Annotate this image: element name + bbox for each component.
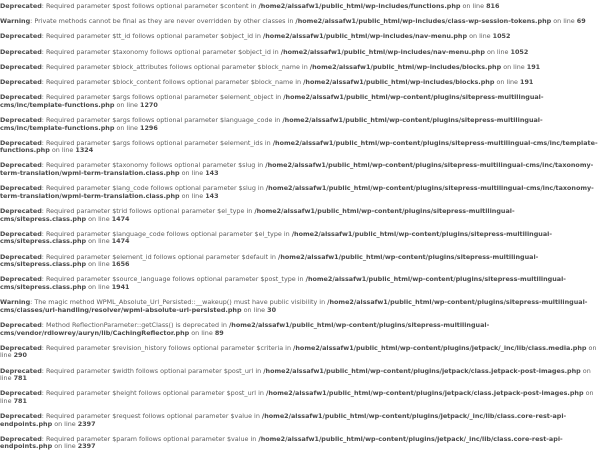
error-level: Warning (0, 17, 31, 26)
line-number: 2397 (77, 419, 96, 428)
file-path: /home2/alssafw1/public_html/wp-content/plugins/sitepress-multilingual-cms/sitepress.class.php (0, 207, 515, 223)
line-number: 1474 (111, 214, 130, 223)
on-line-label: on line (0, 343, 597, 360)
log-entry (0, 64, 600, 72)
log-entry (0, 18, 600, 26)
line-number: 781 (13, 374, 27, 383)
line-number: 1052 (492, 32, 511, 41)
error-level: Deprecated (0, 389, 42, 398)
error-message: : The magic method WPML_Absolute_Url_Persisted::__wakeup() must have public visibility in (30, 298, 328, 307)
line-number: 1324 (75, 146, 94, 155)
file-path: /home2/alssafw1/public_html/wp-content/plugins/jetpack/class.jetpack-post-images.php (263, 366, 581, 375)
error-level: Deprecated (0, 275, 42, 284)
error-message: : Required parameter $language_code follows optional parameter $el_type in (41, 229, 292, 238)
error-message: : Required parameter $taxonomy follows optional parameter $object_id in (41, 47, 281, 56)
file-path: /home2/alssafw1/public_html/wp-content/plugins/sitepress-multilingual-cms/inc/taxonomy-term-translation/wpml-term-translation.class.php (0, 184, 594, 200)
error-message: : Required parameter $width follows optional parameter $post_url in (41, 366, 264, 375)
on-line-label: on line (86, 214, 112, 223)
log-entry (0, 162, 600, 177)
on-line-label: on line (114, 123, 140, 132)
file-path: /home2/alssafw1/public_html/wp-includes/functions.php (258, 2, 461, 10)
error-level: Deprecated (0, 77, 42, 86)
error-message: : Required parameter $param follows optional parameter $value in (41, 434, 259, 443)
log-entry (0, 117, 600, 132)
line-number: 191 (526, 62, 541, 71)
on-line-label: on line (179, 191, 206, 200)
error-level: Deprecated (0, 207, 42, 216)
error-message: : Required parameter $tt_id follows optional parameter $object_id in (41, 32, 263, 41)
on-line-label: on line (179, 169, 206, 178)
log-entry (0, 208, 600, 223)
error-level: Deprecated (0, 115, 42, 124)
error-level: Deprecated (0, 184, 42, 193)
log-entry (0, 390, 600, 405)
line-number: 191 (520, 77, 534, 86)
file-path: /home2/alssafw1/public_html/wp-content/plugins/sitepress-multilingual-cms/vendor/rdlowrey/auryn/lib/CachingReflector.php (0, 320, 490, 337)
error-message: : Private methods cannot be final as they are never overridden by other classes in (30, 17, 296, 26)
on-line-label: on line (86, 260, 112, 269)
log-entry (0, 276, 600, 291)
error-level: Deprecated (0, 343, 42, 352)
log-entry (0, 33, 600, 41)
error-level: Deprecated (0, 2, 42, 10)
on-line-label: on line (52, 442, 78, 451)
error-message: : Method ReflectionParameter::getClass() is deprecated in (41, 320, 229, 329)
log-entry (0, 436, 600, 451)
file-path: /home2/alssafw1/public_html/wp-content/plugins/sitepress-multilingual-cms/classes/url-handling/resolver/wpml-absolute-url-persisted.php (0, 298, 588, 314)
log-entry (0, 368, 600, 383)
log-entry (0, 231, 600, 246)
file-path: /home2/alssafw1/public_html/wp-content/plugins/sitepress-multilingual-cms/inc/template-functions.php (0, 93, 544, 109)
error-level: Deprecated (0, 229, 42, 238)
line-number: 143 (205, 191, 219, 200)
line-number: 1296 (140, 123, 158, 132)
log-entry (0, 345, 600, 360)
file-path: /home2/alssafw1/public_html/wp-content/plugins/jetpack/_inc/lib/class.core-rest-api-endpoints.php (0, 434, 563, 451)
error-message: : Required parameter $block_content follows optional parameter $block_name in (41, 77, 304, 86)
file-path: /home2/alssafw1/public_html/wp-content/plugins/jetpack/class.jetpack-post-images.php (265, 389, 584, 398)
error-level: Deprecated (0, 62, 42, 71)
error-message: : Required parameter $taxonomy follows optional parameter $slug in (41, 161, 266, 170)
error-message: : Required parameter $trid follows optional parameter $el_type in (41, 207, 255, 216)
line-number: 1941 (111, 282, 130, 291)
on-line-label: on line (241, 305, 268, 314)
file-path: /home2/alssafw1/public_html/wp-includes/class-wp-session-tokens.php (295, 17, 552, 26)
log-entry (0, 94, 600, 109)
log-entry (0, 254, 600, 269)
file-path: /home2/alssafw1/public_html/wp-content/plugins/sitepress-multilingual-cms/sitepress.class.php (0, 229, 553, 246)
log-entry (0, 299, 600, 314)
error-level: Warning (0, 298, 31, 307)
on-line-label: on line (494, 77, 521, 86)
on-line-label: on line (484, 47, 511, 56)
error-message: : Required parameter $revision_history follows optional parameter $criteria in (41, 343, 294, 352)
error-message: : Required parameter $lang_code follows optional parameter $slug in (41, 184, 266, 193)
on-line-label: on line (189, 328, 215, 337)
error-message: : Required parameter $request follows optional parameter $value in (41, 412, 262, 421)
error-level: Deprecated (0, 366, 42, 375)
file-path: /home2/alssafw1/public_html/wp-includes/blocks.php (309, 62, 502, 71)
file-path: /home2/alssafw1/public_html/wp-content/plugins/sitepress-multilingual-cms/inc/taxonomy-term-translation/wpml-term-translation.class.php (0, 161, 594, 178)
error-message: : Required parameter $height follows optional parameter $post_url in (41, 389, 266, 398)
log-entry (0, 3, 600, 11)
on-line-label: on line (551, 17, 577, 26)
error-level: Deprecated (0, 47, 42, 56)
line-number: 143 (205, 169, 219, 178)
log-entry (0, 413, 600, 428)
error-level: Deprecated (0, 93, 42, 102)
file-path: /home2/alssafw1/public_html/wp-content/plugins/sitepress-multilingual-cms/sitepress.class.php (0, 275, 566, 291)
file-path: /home2/alssafw1/public_html/wp-includes/nav-menu.php (262, 32, 468, 41)
on-line-label: on line (49, 146, 76, 155)
error-level: Deprecated (0, 138, 42, 147)
line-number: 1474 (111, 237, 130, 246)
line-number: 290 (13, 351, 27, 360)
file-path: /home2/alssafw1/public_html/wp-content/plugins/jetpack/_inc/lib/class.core-rest-api-endpoints.php (0, 412, 567, 428)
line-number: 781 (13, 396, 27, 405)
log-entry (0, 140, 600, 155)
error-message: : Required parameter $block_attributes follows optional parameter $block_name in (41, 62, 310, 71)
on-line-label: on line (86, 237, 112, 246)
file-path: /home2/alssafw1/public_html/wp-content/plugins/jetpack/_inc/lib/class.media.php (293, 343, 587, 352)
error-level: Deprecated (0, 434, 42, 443)
line-number: 1052 (510, 47, 529, 56)
line-number: 1270 (140, 100, 158, 109)
line-number: 30 (267, 305, 277, 314)
file-path: /home2/alssafw1/public_html/wp-content/plugins/sitepress-multilingual-cms/inc/template-functions.php (0, 115, 543, 132)
on-line-label: on line (501, 62, 527, 71)
error-message: : Required parameter $source_language follows optional parameter $post_type in (41, 275, 306, 284)
error-message: : Required parameter $args follows optional parameter $element_ids in (41, 138, 273, 147)
on-line-label: on line (0, 389, 594, 405)
line-number: 69 (576, 17, 586, 26)
file-path: /home2/alssafw1/public_html/wp-includes/blocks.php (303, 77, 495, 86)
file-path: /home2/alssafw1/public_html/wp-content/plugins/sitepress-multilingual-cms/sitepress.class.php (0, 252, 539, 269)
line-number: 2397 (77, 442, 96, 451)
log-entry (0, 79, 600, 87)
file-path: /home2/alssafw1/public_html/wp-includes/nav-menu.php (280, 47, 485, 56)
line-number: 1656 (111, 260, 130, 269)
log-entry (0, 322, 600, 337)
on-line-label: on line (0, 366, 591, 383)
file-path: /home2/alssafw1/public_html/wp-content/plugins/sitepress-multilingual-cms/inc/template-functions.php (0, 138, 598, 155)
error-message: : Required parameter $post follows optional parameter $content in (41, 2, 259, 10)
error-level: Deprecated (0, 161, 42, 170)
error-level: Deprecated (0, 320, 42, 329)
error-level: Deprecated (0, 412, 42, 421)
log-entry (0, 185, 600, 200)
on-line-label: on line (460, 2, 487, 10)
error-level: Deprecated (0, 32, 42, 41)
on-line-label: on line (467, 32, 493, 41)
on-line-label: on line (86, 282, 112, 291)
on-line-label: on line (114, 100, 140, 109)
error-message: : Required parameter $args follows optional parameter $language_code in (41, 115, 283, 124)
log-entry (0, 49, 600, 57)
on-line-label: on line (52, 419, 78, 428)
error-message: : Required parameter $args follows optional parameter $element_object in (41, 93, 284, 102)
error-message: : Required parameter $element_id follows optional parameter $default in (41, 252, 279, 261)
line-number: 816 (486, 2, 500, 10)
error-level: Deprecated (0, 252, 42, 261)
line-number: 89 (214, 328, 224, 337)
